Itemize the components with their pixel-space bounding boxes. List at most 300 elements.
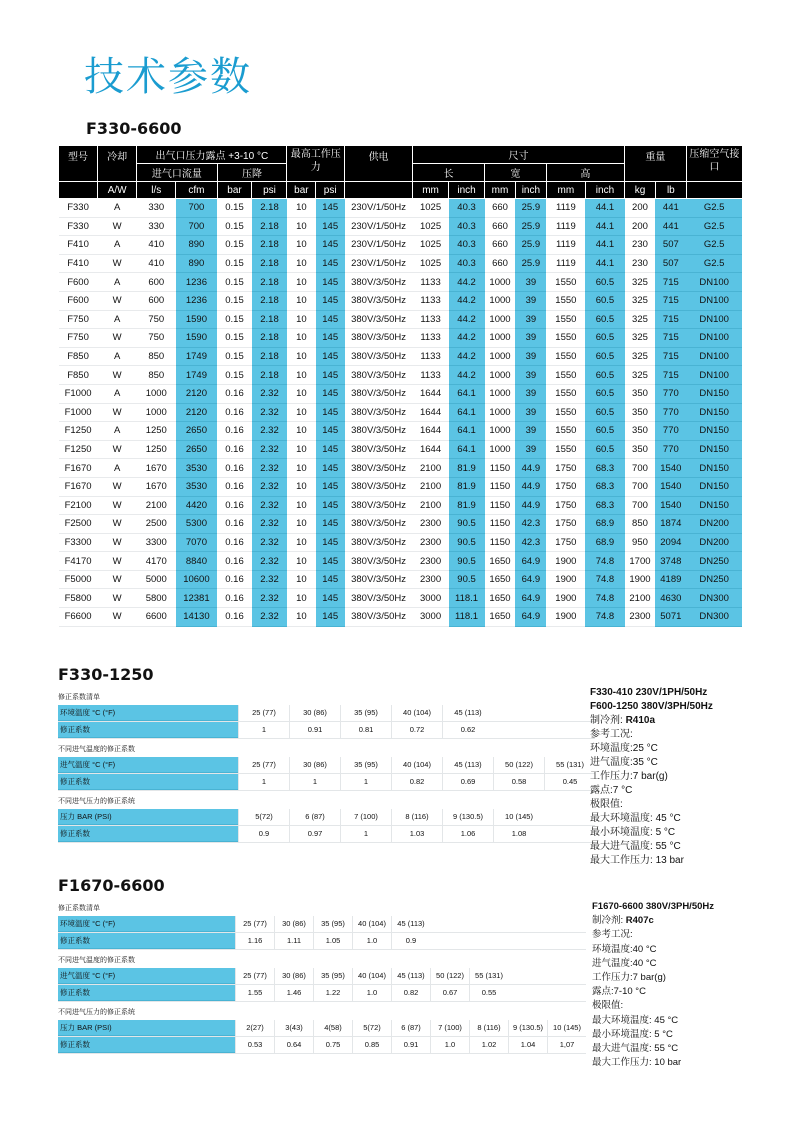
table-cell: 2.32 bbox=[252, 589, 287, 608]
correction-row-label: 修正系数 bbox=[58, 1037, 235, 1053]
correction-cell: 40 (104) bbox=[391, 757, 442, 773]
table-cell: 1000 bbox=[485, 347, 516, 366]
correction-cell: 45 (113) bbox=[391, 968, 430, 984]
table-cell: 1133 bbox=[413, 329, 449, 348]
table-cell: 81.9 bbox=[449, 496, 485, 515]
table-cell: 2.32 bbox=[252, 608, 287, 627]
table-cell: 1150 bbox=[485, 515, 516, 534]
table-cell: 42.3 bbox=[515, 515, 546, 534]
table-cell: 1119 bbox=[546, 254, 585, 273]
table-cell: 2100 bbox=[137, 496, 176, 515]
table-cell: 380V/3/50Hz bbox=[345, 459, 413, 478]
header-weight: 重量 bbox=[625, 146, 687, 182]
spec-label: 最大环境温度: bbox=[592, 1014, 652, 1026]
table-cell: 0.16 bbox=[217, 515, 252, 534]
correction-cell: 25 (77) bbox=[235, 968, 274, 984]
table-cell: 600 bbox=[137, 291, 176, 310]
spec-line bbox=[590, 854, 713, 868]
table-cell: 60.5 bbox=[585, 440, 624, 459]
header-power: 供电 bbox=[345, 146, 413, 182]
table-cell: 39 bbox=[515, 384, 546, 403]
table-cell: 64.9 bbox=[515, 589, 546, 608]
table-cell: W bbox=[98, 217, 137, 236]
table-cell: 1590 bbox=[176, 310, 217, 329]
table-cell: 850 bbox=[137, 366, 176, 385]
header-width: 宽 bbox=[485, 164, 547, 182]
table-cell: 145 bbox=[316, 310, 345, 329]
spec-line: 进气温度:35 °C bbox=[590, 757, 658, 768]
section-heading-f330-1250: F330-1250 bbox=[58, 665, 154, 684]
table-cell: 750 bbox=[137, 329, 176, 348]
table-cell: 410 bbox=[137, 236, 176, 255]
spec-line bbox=[592, 1042, 714, 1056]
spec-line: 露点:7 °C bbox=[590, 785, 633, 796]
table-cell: DN150 bbox=[686, 384, 742, 403]
correction-cell: 1.03 bbox=[391, 826, 442, 842]
table-cell: 380V/3/50Hz bbox=[345, 347, 413, 366]
spec-notes-b bbox=[592, 900, 714, 1070]
table-cell: 145 bbox=[316, 422, 345, 441]
caption-inlet-temp: 不同进气温度的修正系数 bbox=[58, 746, 135, 753]
table-cell: 44.1 bbox=[585, 199, 624, 218]
correction-cell: 1.16 bbox=[235, 933, 274, 949]
table-cell: 74.8 bbox=[585, 589, 624, 608]
correction-cell: 2(27) bbox=[235, 1020, 274, 1036]
table-cell: 81.9 bbox=[449, 477, 485, 496]
header-unit: kg bbox=[625, 182, 656, 199]
correction-row-label: 压力 BAR (PSI) bbox=[58, 809, 238, 825]
table-cell: 1670 bbox=[137, 459, 176, 478]
table-cell: F1670 bbox=[59, 477, 98, 496]
table-cell: 68.9 bbox=[585, 515, 624, 534]
spec-label: 最大工作压力: bbox=[590, 855, 653, 866]
table-cell: 380V/3/50Hz bbox=[345, 440, 413, 459]
correction-cell: 25 (77) bbox=[238, 757, 289, 773]
table-cell: 380V/3/50Hz bbox=[345, 515, 413, 534]
table-cell: 1150 bbox=[485, 533, 516, 552]
table-cell: DN150 bbox=[686, 496, 742, 515]
table-cell: F750 bbox=[59, 310, 98, 329]
table-cell: 2.18 bbox=[252, 236, 287, 255]
table-cell: 2.18 bbox=[252, 310, 287, 329]
spec-line bbox=[590, 812, 713, 826]
table-cell: 1750 bbox=[546, 515, 585, 534]
correction-cell: 25 (77) bbox=[235, 916, 274, 932]
correction-row-label: 环境温度 °C (°F) bbox=[58, 705, 238, 721]
header-unit: mm bbox=[413, 182, 449, 199]
table-cell: 64.1 bbox=[449, 403, 485, 422]
correction-cell: 35 (95) bbox=[340, 757, 391, 773]
table-cell: 8840 bbox=[176, 552, 217, 571]
table-cell: 1670 bbox=[137, 477, 176, 496]
table-cell: 0.15 bbox=[217, 236, 252, 255]
spec-line bbox=[590, 826, 713, 840]
header-unit: psi bbox=[252, 182, 287, 199]
table-cell: 380V/3/50Hz bbox=[345, 552, 413, 571]
table-cell: 380V/3/50Hz bbox=[345, 273, 413, 292]
table-cell: 0.16 bbox=[217, 589, 252, 608]
table-cell: 10 bbox=[287, 254, 316, 273]
correction-cell: 55 (131) bbox=[469, 968, 508, 984]
table-row bbox=[59, 254, 743, 273]
table-cell: 2100 bbox=[413, 459, 449, 478]
table-cell: 64.1 bbox=[449, 440, 485, 459]
table-cell: 1900 bbox=[546, 552, 585, 571]
table-cell: 325 bbox=[625, 291, 656, 310]
header-unit: bar bbox=[217, 182, 252, 199]
table-cell: 380V/3/50Hz bbox=[345, 291, 413, 310]
table-cell: 40.3 bbox=[449, 199, 485, 218]
table-row bbox=[59, 496, 743, 515]
correction-cell: 0.9 bbox=[238, 826, 289, 842]
table-cell: 700 bbox=[176, 217, 217, 236]
table-cell: 60.5 bbox=[585, 384, 624, 403]
table-cell: W bbox=[98, 552, 137, 571]
header-max-pressure: 最高工作压力 bbox=[287, 146, 345, 182]
table-row bbox=[59, 533, 743, 552]
table-cell: 5800 bbox=[137, 589, 176, 608]
table-cell: 90.5 bbox=[449, 533, 485, 552]
table-cell: 44.2 bbox=[449, 347, 485, 366]
table-cell: 1900 bbox=[546, 608, 585, 627]
inlet-temp-table bbox=[58, 968, 586, 1006]
correction-cell: 45 (113) bbox=[442, 757, 493, 773]
header-dimensions: 尺寸 bbox=[413, 146, 625, 164]
spec-line: F330-410 230V/1PH/50Hz bbox=[590, 687, 708, 698]
table-row bbox=[59, 347, 743, 366]
table-cell: DN150 bbox=[686, 459, 742, 478]
table-cell: 60.5 bbox=[585, 422, 624, 441]
table-cell: 770 bbox=[655, 422, 686, 441]
table-cell: 2.32 bbox=[252, 477, 287, 496]
table-cell: 1000 bbox=[485, 291, 516, 310]
table-cell: 2300 bbox=[413, 515, 449, 534]
table-cell: 2.32 bbox=[252, 570, 287, 589]
correction-cell: 7 (100) bbox=[340, 809, 391, 825]
table-cell: 145 bbox=[316, 459, 345, 478]
table-cell: 770 bbox=[655, 440, 686, 459]
table-cell: 60.5 bbox=[585, 403, 624, 422]
table-cell: 40.3 bbox=[449, 254, 485, 273]
table-cell: 1000 bbox=[485, 403, 516, 422]
table-cell: 2300 bbox=[413, 533, 449, 552]
table-cell: 441 bbox=[655, 199, 686, 218]
table-row bbox=[59, 440, 743, 459]
table-cell: F5800 bbox=[59, 589, 98, 608]
table-cell: 1250 bbox=[137, 422, 176, 441]
table-cell: 1119 bbox=[546, 217, 585, 236]
table-cell: 1119 bbox=[546, 236, 585, 255]
table-row bbox=[59, 329, 743, 348]
header-unit: inch bbox=[585, 182, 624, 199]
spec-line bbox=[592, 1014, 714, 1028]
table-cell: 4189 bbox=[655, 570, 686, 589]
table-cell: 715 bbox=[655, 310, 686, 329]
correction-cell: 1.05 bbox=[313, 933, 352, 949]
refrigerant-line bbox=[592, 914, 714, 928]
correction-cell: 10 (145) bbox=[547, 1020, 586, 1036]
correction-cell: 1.0 bbox=[430, 1037, 469, 1053]
header-unit: psi bbox=[316, 182, 345, 199]
table-cell: 1550 bbox=[546, 440, 585, 459]
refrigerant-value: R407c bbox=[625, 915, 654, 927]
table-cell: 380V/3/50Hz bbox=[345, 589, 413, 608]
table-cell: 1550 bbox=[546, 310, 585, 329]
table-cell: 1650 bbox=[485, 589, 516, 608]
correction-cell: 1.08 bbox=[493, 826, 544, 842]
header-unit: cfm bbox=[176, 182, 217, 199]
correction-cell: 0.9 bbox=[391, 933, 430, 949]
table-cell: 0.16 bbox=[217, 552, 252, 571]
table-cell: 1133 bbox=[413, 291, 449, 310]
table-cell: 2300 bbox=[625, 608, 656, 627]
spec-notes-a bbox=[590, 686, 713, 868]
table-cell: 145 bbox=[316, 477, 345, 496]
table-cell: 507 bbox=[655, 236, 686, 255]
table-cell: 2120 bbox=[176, 384, 217, 403]
table-cell: 715 bbox=[655, 366, 686, 385]
table-cell: DN200 bbox=[686, 533, 742, 552]
table-row bbox=[59, 515, 743, 534]
table-cell: F1250 bbox=[59, 422, 98, 441]
table-cell: 68.9 bbox=[585, 533, 624, 552]
spec-value: 55 °C bbox=[655, 841, 681, 852]
table-cell: 1900 bbox=[546, 570, 585, 589]
table-row bbox=[59, 459, 743, 478]
table-cell: 44.1 bbox=[585, 236, 624, 255]
table-cell: 0.15 bbox=[217, 254, 252, 273]
table-cell: 145 bbox=[316, 273, 345, 292]
table-cell: 68.3 bbox=[585, 496, 624, 515]
table-cell: 10 bbox=[287, 496, 316, 515]
table-cell: 380V/3/50Hz bbox=[345, 403, 413, 422]
correction-cell: 8 (116) bbox=[469, 1020, 508, 1036]
table-cell: 60.5 bbox=[585, 366, 624, 385]
correction-row bbox=[58, 705, 595, 722]
header-unit: lb bbox=[655, 182, 686, 199]
table-cell: DN200 bbox=[686, 515, 742, 534]
table-cell: 2.32 bbox=[252, 403, 287, 422]
correction-cell: 6 (87) bbox=[289, 809, 340, 825]
table-cell: W bbox=[98, 440, 137, 459]
table-cell: 12381 bbox=[176, 589, 217, 608]
table-cell: 44.1 bbox=[585, 254, 624, 273]
table-row bbox=[59, 384, 743, 403]
table-cell: 1644 bbox=[413, 403, 449, 422]
table-cell: 10 bbox=[287, 199, 316, 218]
table-cell: A bbox=[98, 384, 137, 403]
table-cell: 1650 bbox=[485, 552, 516, 571]
correction-row-label: 修正系数 bbox=[58, 985, 235, 1001]
table-cell: F410 bbox=[59, 236, 98, 255]
table-cell: 81.9 bbox=[449, 459, 485, 478]
table-cell: W bbox=[98, 589, 137, 608]
header-connection: 压缩空气接口 bbox=[686, 146, 742, 182]
table-cell: 39 bbox=[515, 291, 546, 310]
correction-cell: 6 (87) bbox=[391, 1020, 430, 1036]
correction-cell: 1 bbox=[340, 826, 391, 842]
header-unit: inch bbox=[449, 182, 485, 199]
table-cell: 0.16 bbox=[217, 496, 252, 515]
table-cell: DN300 bbox=[686, 608, 742, 627]
table-cell: DN100 bbox=[686, 291, 742, 310]
table-cell: 10 bbox=[287, 608, 316, 627]
table-cell: 1236 bbox=[176, 291, 217, 310]
table-cell: 1000 bbox=[485, 384, 516, 403]
inlet-pressure-table bbox=[58, 1020, 586, 1058]
table-cell: 1540 bbox=[655, 477, 686, 496]
caption-inlet-pressure: 不同进气压力的修正系统 bbox=[58, 798, 135, 805]
table-cell: 1550 bbox=[546, 366, 585, 385]
section-heading-main: F330-6600 bbox=[86, 119, 182, 138]
table-cell: 1550 bbox=[546, 273, 585, 292]
table-cell: 2650 bbox=[176, 422, 217, 441]
table-row bbox=[59, 477, 743, 496]
correction-row bbox=[58, 916, 586, 933]
table-cell: 10 bbox=[287, 366, 316, 385]
table-cell: F330 bbox=[59, 217, 98, 236]
table-cell: 350 bbox=[625, 403, 656, 422]
table-cell: 2.32 bbox=[252, 422, 287, 441]
table-cell: 2.32 bbox=[252, 552, 287, 571]
header-unit-blank bbox=[686, 182, 742, 199]
spec-value: 13 bar bbox=[655, 855, 684, 866]
table-cell: 2.18 bbox=[252, 199, 287, 218]
table-cell: 380V/3/50Hz bbox=[345, 422, 413, 441]
correction-cell: 1.22 bbox=[313, 985, 352, 1001]
table-cell: W bbox=[98, 533, 137, 552]
caption-correction-list: 修正系数清单 bbox=[58, 694, 100, 701]
table-cell: 145 bbox=[316, 570, 345, 589]
table-cell: 1700 bbox=[625, 552, 656, 571]
table-cell: 380V/3/50Hz bbox=[345, 366, 413, 385]
table-cell: 1550 bbox=[546, 403, 585, 422]
table-row bbox=[59, 552, 743, 571]
table-cell: 325 bbox=[625, 329, 656, 348]
table-cell: 230V/1/50Hz bbox=[345, 254, 413, 273]
table-cell: 10 bbox=[287, 533, 316, 552]
table-cell: 2500 bbox=[137, 515, 176, 534]
table-cell: F330 bbox=[59, 199, 98, 218]
table-cell: DN150 bbox=[686, 403, 742, 422]
table-cell: 2100 bbox=[413, 477, 449, 496]
correction-cell: 50 (122) bbox=[493, 757, 544, 773]
header-unit: bar bbox=[287, 182, 316, 199]
correction-cell: 40 (104) bbox=[352, 968, 391, 984]
table-cell: F2100 bbox=[59, 496, 98, 515]
correction-cell: 1,07 bbox=[547, 1037, 586, 1053]
table-cell: 2.32 bbox=[252, 533, 287, 552]
table-cell: 230V/1/50Hz bbox=[345, 199, 413, 218]
correction-cell: 8 (116) bbox=[391, 809, 442, 825]
table-cell: 39 bbox=[515, 347, 546, 366]
table-cell: 380V/3/50Hz bbox=[345, 329, 413, 348]
table-cell: F600 bbox=[59, 273, 98, 292]
table-cell: 1540 bbox=[655, 496, 686, 515]
table-cell: 0.16 bbox=[217, 440, 252, 459]
spec-line bbox=[590, 840, 713, 854]
correction-cell: 1.06 bbox=[442, 826, 493, 842]
spec-value: 45 °C bbox=[654, 1014, 679, 1026]
table-cell: 200 bbox=[625, 199, 656, 218]
table-cell: 2650 bbox=[176, 440, 217, 459]
correction-cell: 10 (145) bbox=[493, 809, 544, 825]
spec-line bbox=[592, 1056, 714, 1070]
table-cell: 145 bbox=[316, 217, 345, 236]
table-cell: W bbox=[98, 570, 137, 589]
table-cell: 2300 bbox=[413, 570, 449, 589]
header-model: 型号 bbox=[59, 146, 98, 182]
table-cell: 68.3 bbox=[585, 459, 624, 478]
table-cell: 0.16 bbox=[217, 403, 252, 422]
table-cell: 950 bbox=[625, 533, 656, 552]
correction-cell: 0.75 bbox=[313, 1037, 352, 1053]
ambient-table bbox=[58, 916, 586, 954]
table-cell: 850 bbox=[137, 347, 176, 366]
table-cell: 4170 bbox=[137, 552, 176, 571]
table-cell: 715 bbox=[655, 291, 686, 310]
table-cell: 39 bbox=[515, 422, 546, 441]
table-cell: 325 bbox=[625, 366, 656, 385]
table-cell: 44.2 bbox=[449, 273, 485, 292]
header-dewpoint: 出气口压力露点 +3-10 °C bbox=[137, 146, 287, 164]
spec-label: 最大进气温度: bbox=[590, 841, 653, 852]
table-cell: 0.15 bbox=[217, 329, 252, 348]
table-cell: 0.15 bbox=[217, 366, 252, 385]
table-cell: 1000 bbox=[137, 403, 176, 422]
table-cell: 6600 bbox=[137, 608, 176, 627]
table-cell: 715 bbox=[655, 347, 686, 366]
header-unit: inch bbox=[515, 182, 546, 199]
table-cell: 39 bbox=[515, 273, 546, 292]
correction-cell: 0.69 bbox=[442, 774, 493, 790]
correction-cell: 7 (100) bbox=[430, 1020, 469, 1036]
header-height: 高 bbox=[546, 164, 624, 182]
correction-cell: 5(72) bbox=[352, 1020, 391, 1036]
table-cell: 2.18 bbox=[252, 273, 287, 292]
table-cell: 60.5 bbox=[585, 273, 624, 292]
table-cell: F1250 bbox=[59, 440, 98, 459]
table-cell: 715 bbox=[655, 273, 686, 292]
table-row bbox=[59, 217, 743, 236]
table-row bbox=[59, 291, 743, 310]
table-cell: 1133 bbox=[413, 310, 449, 329]
table-cell: G2.5 bbox=[686, 217, 742, 236]
correction-cell: 0.62 bbox=[442, 722, 493, 738]
table-cell: 380V/3/50Hz bbox=[345, 384, 413, 403]
table-cell: 10 bbox=[287, 477, 316, 496]
spec-line: 参考工况: bbox=[592, 929, 633, 941]
table-cell: 145 bbox=[316, 608, 345, 627]
table-cell: 60.5 bbox=[585, 329, 624, 348]
table-cell: 325 bbox=[625, 310, 656, 329]
table-cell: 1025 bbox=[413, 236, 449, 255]
table-cell: 3000 bbox=[413, 589, 449, 608]
table-cell: 2.32 bbox=[252, 496, 287, 515]
table-cell: F5000 bbox=[59, 570, 98, 589]
table-cell: 1590 bbox=[176, 329, 217, 348]
table-cell: 410 bbox=[137, 254, 176, 273]
table-cell: 507 bbox=[655, 254, 686, 273]
header-unit-blank bbox=[345, 182, 413, 199]
table-cell: 1900 bbox=[546, 589, 585, 608]
correction-cell: 1.11 bbox=[274, 933, 313, 949]
table-cell: 64.9 bbox=[515, 608, 546, 627]
table-cell: DN100 bbox=[686, 366, 742, 385]
spec-line bbox=[592, 1028, 714, 1042]
table-cell: 2094 bbox=[655, 533, 686, 552]
spec-label: 最大进气温度: bbox=[592, 1043, 652, 1055]
